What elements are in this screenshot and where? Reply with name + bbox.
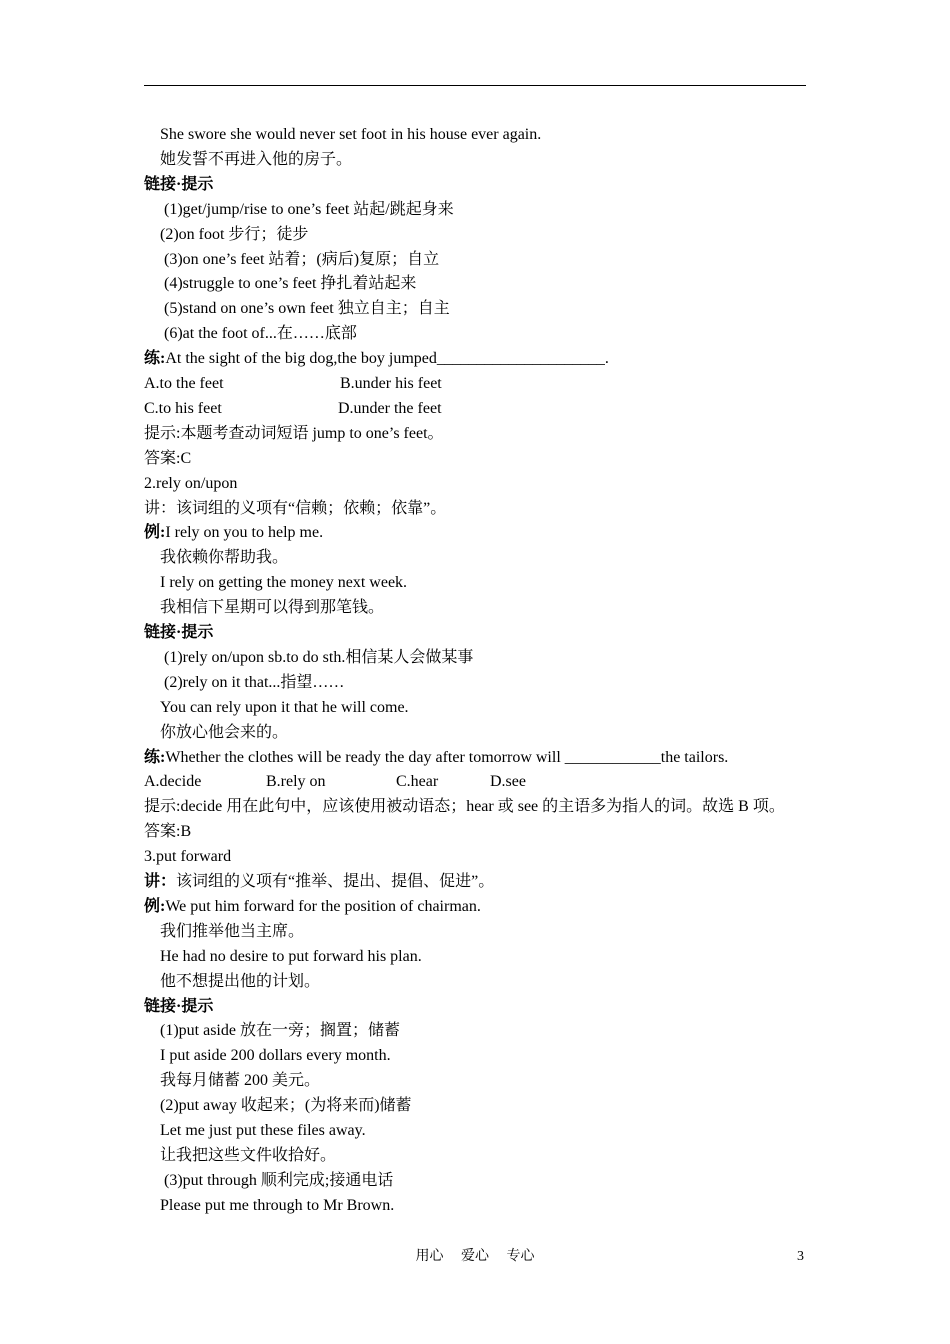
option-text: D.see <box>490 773 526 791</box>
line-text: I put aside 200 dollars every month. <box>160 1047 391 1065</box>
line-label: 链接·提示 <box>144 624 214 641</box>
line-text: 我依赖你帮助我。 <box>160 549 289 567</box>
text-line <box>144 521 323 545</box>
text-line <box>160 1194 394 1218</box>
line-text: 答案:B <box>144 823 192 841</box>
text-line <box>160 920 304 944</box>
header-rule <box>144 85 806 86</box>
text-line <box>144 820 191 844</box>
text-line <box>160 148 352 172</box>
text-line <box>164 248 439 272</box>
line-text: 我们推举他当主席。 <box>160 922 305 940</box>
line-text: 他不想提出他的计划。 <box>160 972 321 990</box>
text-line <box>160 123 541 147</box>
text-line <box>144 397 222 421</box>
text-line <box>160 571 407 595</box>
line-text: 让我把这些文件收拾好。 <box>160 1146 337 1164</box>
text-line <box>144 621 213 645</box>
text-line <box>164 297 450 321</box>
footer-motto-1: 用心 <box>415 1249 444 1264</box>
line-text: C.to his feet <box>144 399 222 417</box>
line-text: A.to the feet <box>144 375 224 392</box>
option-text: D.under the feet <box>338 399 442 417</box>
text-line <box>144 895 481 919</box>
line-text: 2.rely on/upon <box>144 474 238 492</box>
line-text: He had no desire to put forward his plan. <box>160 947 422 965</box>
line-text: 提示:decide 用在此句中，应该使用被动语态；hear 或 see 的主语多为指人的词。故选 B 项。 <box>144 798 785 816</box>
text-line <box>160 721 288 745</box>
page-number: 3 <box>797 1249 804 1264</box>
line-text: (1)put aside 放在一旁；搁置；储蓄 <box>160 1022 400 1040</box>
line-text: (6)at the foot of...在……底部 <box>164 325 357 343</box>
line-text: Please put me through to Mr Brown. <box>160 1196 395 1214</box>
line-text: We put him forward for the position of chairman. <box>165 897 481 915</box>
text-line <box>144 746 728 770</box>
line-text: 答案:C <box>144 449 192 467</box>
text-line <box>144 372 224 396</box>
line-text: (2)put away 收起来；(为将来而)储蓄 <box>160 1097 412 1115</box>
line-text: (1)rely on/upon sb.to do sth.相信某人会做某事 <box>164 648 474 666</box>
line-text: (2)rely on it that...指望…… <box>164 673 345 691</box>
line-label: 讲： <box>144 873 177 890</box>
line-text: (1)get/jump/rise to one’s feet 站起/跳起身来 <box>164 200 454 218</box>
line-text: 她发誓不再进入他的房子。 <box>160 150 353 168</box>
text-line <box>160 1119 366 1143</box>
text-line <box>160 1069 320 1093</box>
text-line <box>160 596 384 620</box>
line-text: (2)on foot 步行；徒步 <box>160 225 309 243</box>
text-line <box>160 1144 336 1168</box>
text-line <box>160 970 320 994</box>
text-line <box>144 497 446 521</box>
text-line <box>164 1169 393 1193</box>
line-text: 提示:本题考查动词短语 jump to one’s feet。 <box>144 424 444 442</box>
text-line <box>144 770 201 794</box>
line-text: 3.put forward <box>144 848 232 866</box>
line-label: 链接·提示 <box>144 175 214 193</box>
text-line <box>144 347 609 371</box>
text-line <box>160 546 288 570</box>
line-text: (3)put through 顺利完成;接通电话 <box>164 1171 394 1189</box>
line-text: 讲：该词组的义项有“信赖；依赖；依靠”。 <box>144 499 447 517</box>
line-text: Let me just put these files away. <box>160 1122 366 1139</box>
line-label: 例: <box>144 524 166 542</box>
line-label: 练: <box>144 350 166 368</box>
text-line <box>144 795 785 819</box>
line-text: You can rely upon it that he will come. <box>160 698 409 716</box>
option-text: B.under his feet <box>340 375 442 392</box>
text-line <box>164 646 473 670</box>
line-text: A.decide <box>144 773 202 791</box>
text-line <box>144 422 444 446</box>
footer-motto <box>0 1247 950 1267</box>
line-text: (4)struggle to one’s feet 挣扎着站起来 <box>164 275 417 293</box>
text-line <box>164 322 357 346</box>
text-line <box>164 198 454 222</box>
line-text: (5)stand on one’s own feet 独立自主；自主 <box>164 300 450 318</box>
text-line <box>160 223 308 247</box>
text-line <box>144 447 191 471</box>
text-line <box>144 173 213 197</box>
text-line <box>144 870 494 894</box>
text-line <box>160 696 409 720</box>
text-line <box>144 845 231 869</box>
line-text: At the sight of the big dog,the boy jumped_____________________. <box>165 350 609 368</box>
line-text: 该词组的义项有“推举、提出、提倡、促进”。 <box>176 873 495 890</box>
line-text: 我每月储蓄 200 美元。 <box>160 1072 321 1090</box>
text-line <box>160 1044 391 1068</box>
line-text: Whether the clothes will be ready the day after tomorrow will ____________the tailors. <box>165 748 729 766</box>
line-text: 你放心他会来的。 <box>160 723 289 741</box>
line-text: (3)on one’s feet 站着；(病后)复原；自立 <box>164 250 440 268</box>
text-line <box>144 995 213 1019</box>
line-label: 练: <box>144 748 166 766</box>
line-label: 链接·提示 <box>144 997 214 1015</box>
footer-motto-2: 爱心 <box>461 1249 489 1264</box>
line-text: I rely on you to help me. <box>165 524 324 542</box>
footer-motto-3: 专心 <box>506 1249 535 1264</box>
option-text: B.rely on <box>266 773 326 791</box>
text-line <box>160 1094 412 1118</box>
line-text: 我相信下星期可以得到那笔钱。 <box>160 599 385 617</box>
text-line <box>144 472 237 496</box>
text-line <box>164 671 344 695</box>
text-line <box>160 945 422 969</box>
text-line <box>160 1019 400 1043</box>
option-text: C.hear <box>396 773 439 791</box>
line-text: I rely on getting the money next week. <box>160 574 408 592</box>
line-label: 例: <box>144 897 166 915</box>
line-text: She swore she would never set foot in his house ever again. <box>160 126 542 143</box>
text-line <box>164 272 416 296</box>
